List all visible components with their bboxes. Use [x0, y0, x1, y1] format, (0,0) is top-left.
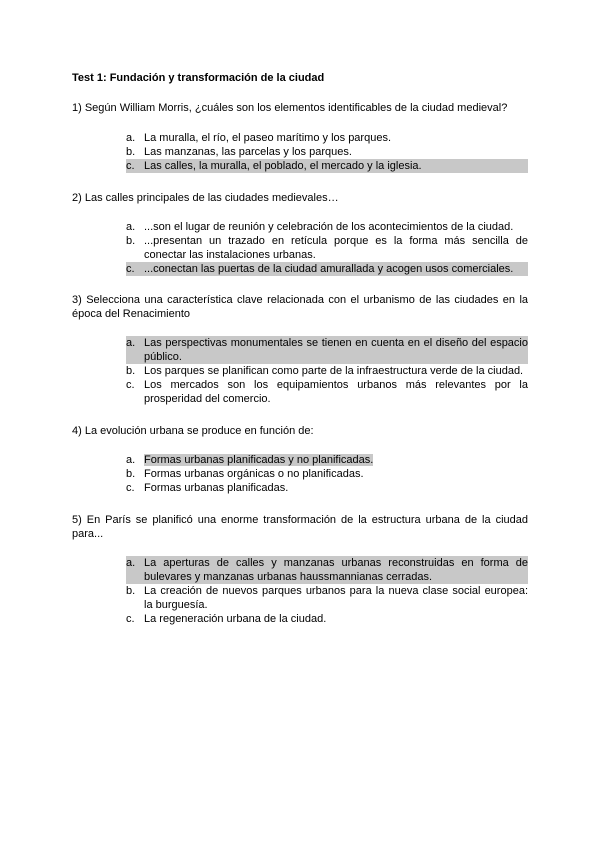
option-letter: b. — [126, 235, 136, 247]
option-letter: c. — [126, 613, 135, 625]
question-4-option-c — [126, 481, 528, 495]
question-5-option-c — [126, 612, 528, 626]
question-5: 5) En París se planificó una enorme transformación de la estructura urbana de la ciudad para... — [72, 514, 528, 540]
option-letter: b. — [126, 585, 136, 597]
question-4-options — [126, 453, 528, 495]
option-text: La regeneración urbana de la ciudad. — [144, 613, 327, 625]
question-5-option-b — [126, 584, 528, 612]
question-1-option-c — [126, 159, 528, 173]
option-letter: b. — [126, 146, 136, 158]
option-letter: b. — [126, 365, 136, 377]
option-text: La muralla, el río, el paseo marítimo y los parques. — [144, 132, 392, 144]
option-letter: a. — [126, 337, 136, 349]
option-letter: a. — [126, 132, 136, 144]
option-text: Formas urbanas orgánicas o no planificadas. — [144, 468, 364, 480]
question-2: 2) Las calles principales de las ciudades medievales… — [72, 192, 339, 204]
question-2-option-c — [126, 262, 528, 276]
option-text: Formas urbanas planificadas. — [144, 482, 289, 494]
option-text: ...son el lugar de reunión y celebración de los acontecimientos de la ciudad. — [144, 221, 514, 233]
question-3: 3) Selecciona una característica clave relacionada con el urbanismo de las ciudades en la época del Renacimiento — [72, 294, 528, 320]
question-3-options — [126, 336, 528, 406]
question-2-option-b — [126, 234, 528, 262]
option-text: Los mercados son los equipamientos urbanos más relevantes por la prosperidad del comercio. — [144, 379, 528, 405]
option-letter: a. — [126, 454, 136, 466]
question-1-option-b — [126, 145, 528, 159]
question-3-option-a — [126, 336, 528, 364]
question-5-options — [126, 556, 528, 626]
option-text: ...presentan un trazado en retícula porque es la forma más sencilla de conectar las instalaciones urbanas. — [144, 235, 528, 261]
question-1: 1) Según William Morris, ¿cuáles son los elementos identificables de la ciudad medieval? — [72, 102, 508, 114]
question-4-option-a — [126, 453, 528, 467]
option-text: Las perspectivas monumentales se tienen en cuenta en el diseño del espacio público. — [144, 337, 528, 363]
option-letter: a. — [126, 221, 136, 233]
question-1-options — [126, 131, 528, 173]
option-text: Las calles, la muralla, el poblado, el mercado y la iglesia. — [144, 160, 422, 172]
question-4-option-b — [126, 467, 528, 481]
question-1-option-a — [126, 131, 528, 145]
option-letter: c. — [126, 263, 135, 275]
option-text: La creación de nuevos parques urbanos para la nueva clase social europea: la burguesía. — [144, 585, 528, 611]
option-letter: c. — [126, 160, 135, 172]
test-title: Test 1: Fundación y transformación de la ciudad — [72, 72, 325, 84]
option-letter: a. — [126, 557, 136, 569]
question-5-option-a — [126, 556, 528, 584]
question-3-option-c — [126, 378, 528, 406]
question-3-option-b — [126, 364, 528, 378]
question-4: 4) La evolución urbana se produce en función de: — [72, 425, 314, 437]
option-text: Las manzanas, las parcelas y los parques. — [144, 146, 352, 158]
option-letter: c. — [126, 482, 135, 494]
option-letter: b. — [126, 468, 136, 480]
option-text: Los parques se planifican como parte de la infraestructura verde de la ciudad. — [144, 365, 524, 377]
option-letter: c. — [126, 379, 135, 391]
option-text: ...conectan las puertas de la ciudad amurallada y acogen usos comerciales. — [144, 263, 514, 275]
option-text: La aperturas de calles y manzanas urbanas reconstruidas en forma de bulevares y manzanas urbanas haussmannianas cerradas. — [144, 557, 528, 583]
option-text: Formas urbanas planificadas y no planificadas. — [144, 454, 374, 466]
question-2-options — [126, 220, 528, 276]
question-2-option-a — [126, 220, 528, 234]
